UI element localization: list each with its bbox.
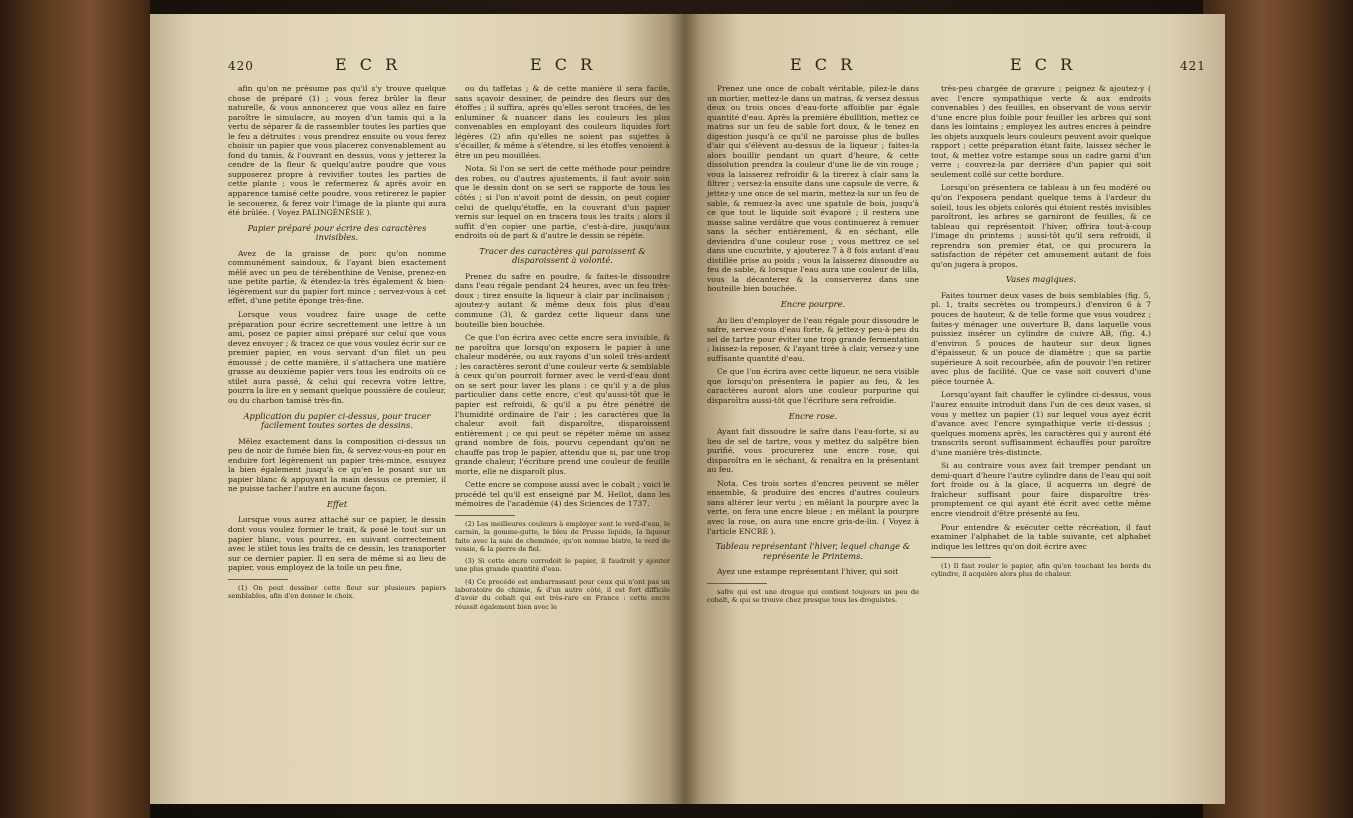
paragraph: Cette encre se compose aussi avec le cobalt ; voici le procédé tel qu'il est enseigné par M. Hellot, dans les mémoires de l'académie (4) des Sciences de 1737. <box>455 480 670 509</box>
footnote-rule <box>931 557 991 558</box>
paragraph: Nota. Si l'on se sert de cette méthode pour peindre des robes, ou d'autres ajustements, il faut avoir soin que le dessin dont on se sert se rapporte de tous les côtés ; si l'on n'avoit point de dessin, on peut copier celui de quelqu'étoffe, en la couvrant d'un papier vernis sur lequel on en tracera tous les traits ; alors il suffit d'en copier une partie, c'est-à-dire, jusqu'aux endroits où de part & d'autre le dessin se répète. <box>455 164 670 241</box>
running-head-right: E C R <box>1010 55 1077 74</box>
section-heading: Application du papier ci-dessus, pour tracer facilement toutes sortes de dessins. <box>243 410 431 431</box>
paragraph: très-peu chargée de gravure ; peignez & ajoutez-y ( avec l'encre sympathique verte & aux endroits convenables ) des feuilles, en observant de vous servir d'une encre plus foible pour feuiller les arbres qui sont dans les lointains ; employez les autres encres à peindre les objets auxquels leurs couleurs peuvent avoir quelque rapport ; cette préparation étant faite, laissez sécher le tout, & mettez votre estampe sous un cadre garni d'un verre ; couvrez-la par derrière d'un papier qui soit seulement collé sur cette bordure. <box>931 84 1151 179</box>
footnote: (3) Si cette encre corrodoit le papier, il faudroit y ajouter une plus grande quantité d'eau. <box>455 557 670 574</box>
paragraph: Lorsqu'on présentera ce tableau à un feu modéré ou qu'on l'exposera pendant quelque tems à l'ardeur du soleil, tous les objets colorés qui étoient restés invisibles paroîtront, les arbres se garniront de feuilles, & ce tableau qui représentoit l'hiver, offrira tout-à-coup l'image du printems ; aussi-tôt qu'il sera refroidi, il reprendra son premier état, ce qui procurera la satisfaction de répéter cet amusement autant de fois qu'on jugera à propos. <box>931 183 1151 269</box>
footnote: (1) Il faut rouler le papier, afin qu'en touchant les bords du cylindre, il acquière alors plus de chaleur. <box>931 562 1151 579</box>
paragraph: Lorsqu'ayant fait chauffer le cylindre ci-dessus, vous l'aurez ensuite introduit dans l'un de ces deux vases, si vous y mettez un papier (1) sur lequel vous ayez écrit d'avance avec l'encre sympathique verte ci-dessus ; quelques momens après, les caractères qui y auront été transcrits seront suffisamment échauffés pour paroître d'une manière très-distincte. <box>931 390 1151 457</box>
left-page-column-1 <box>228 84 446 604</box>
paragraph: Lorsque vous voudrez faire usage de cette préparation pour écrire secrettement une lettre à un ami, posez ce papier ainsi préparé sur celui que vous devez envoyer ; & tracez ce que vous voulez écrir sur ce premier papier, en vous servant d'un filet un peu émoussé ; de cette manière, il s'attachera une matière grasse au deuxième papier vers tous les endroits où ce stilet aura passé, & celui qui recevra votre lettre, pourra la lire en y semant quelque poussière de couleur, ou du charbon tamisé très-fin. <box>228 310 446 405</box>
running-head-right-center: E C R <box>790 55 857 74</box>
paragraph: Nota. Ces trois sortes d'encres peuvent se mêler ensemble, & produire des encres d'autres couleurs sans altérer leur vertu ; en mêlant la pourpre avec la verte, on fera une encre bleue ; en mêlant la pourpre avec la rose, on aura une encre gris-de-lin. ( Voyez à l'article ENCRE ). <box>707 478 919 536</box>
paragraph: Avez de la graisse de porc qu'on nomme communément saindoux, & l'ayant bien exactement mêlé avec un peu de térébenthine de Venise, prenez-en une petite partie, & étendez-la très également & bien-légèrement sur du papier fort mince ; servez-vous à cet effet, d'une petite éponge très-fine. <box>228 248 446 306</box>
footnote: (4) Ce procédé est embarrassant pour ceux qui n'ont pas un laboratoire de chimie, & d'un autre côté, il est fort difficile d'avoir du cobalt qui est très-rare en France : cette encre réussit également bien avec le <box>455 577 670 611</box>
paragraph: ou du taffetas ; & de cette manière il sera facile, sans sçavoir dessiner, de peindre des fleurs sur des étoffes ; il suffira, après qu'elles seront tracées, de les enluminer & nuancer dans les couleurs les plus convenables en employant des couleurs liquides fort légères (2) afin qu'elles ne soient pas sujettes à s'écailler, & même à s'étendre, si les étoffes venoient à être un peu mouillées. <box>455 84 670 160</box>
section-heading: Vases magiques. <box>1005 274 1077 285</box>
right-page <box>685 14 1225 804</box>
right-page-column-1 <box>707 84 919 608</box>
right-page-column-2 <box>931 84 1151 583</box>
paragraph: Prenez du safre en poudre, & faites-le dissoudre dans l'eau régale pendant 24 heures, avec un feu très-doux ; tirez ensuite la liqueur à clair par inclinaison ; ajoutez-y autant & même deux fois plus d'eau commune (3), & gardez cette liqueur dans une bouteille bien bouchée. <box>455 271 670 329</box>
book-cover-left <box>0 0 150 818</box>
running-head-left-center: E C R <box>530 55 597 74</box>
footnote: (1) On peut dessiner cette fleur sur plusieurs papiers semblables, afin d'en donner le choix. <box>228 583 446 600</box>
section-heading: Encre pourpre. <box>780 299 846 310</box>
book-cover-right <box>1203 0 1353 818</box>
paragraph: Ayant fait dissoudre le safre dans l'eau-forte, si au lieu de sel de tartre, vous y mettez du salpêtre bien purifié, vous procurerez une encre rose, qui disparoîtra en le séchant, & renaîtra en la présentant au feu. <box>707 427 919 475</box>
section-heading: Papier préparé pour écrire des caractères invisibles. <box>247 222 427 243</box>
paragraph: Faites tourner deux vases de bois semblables (fig. 5, pl. 1, traits secrètes ou trompeurs.) d'environ 6 à 7 pouces de hauteur, & de telle forme que vous voudrez ; faites-y ménager une ouverture B, dans laquelle vous puissiez insérer un cylindre de cuivre AB, (fig. 4.) d'environ 5 pouces de hauteur sur deux lignes d'épaisseur, & un pouce de diamètre ; que sa partie supérieure A soit recourbée, afin de pouvoir l'en retirer avec plus de facilité. Que ce vase soit couvert d'une pièce tournée A. <box>931 290 1151 386</box>
footnote-rule <box>228 579 288 580</box>
page-number-left: 420 <box>228 59 254 73</box>
paragraph: Ayez une estampe représentant l'hiver, qui soit <box>717 567 899 577</box>
paragraph: Lorsque vous aurez attaché sur ce papier, le dessin dont vous voulez former le trait, & posé le tout sur un papier blanc, vous pourrez, en suivant correctement avec le stilet tous les traits de ce dessin, les transporter sur ce dernier papier. Il en sera de même si au lieu de papier, vous employez de la toile un peu fine, <box>228 515 446 573</box>
paragraph: Prenez une once de cobalt véritable, pilez-le dans un mortier, mettez-le dans un matras, & versez dessus deux ou trois onces d'eau-forte affoiblie par égale quantité d'eau. Après la première ébullition, mettez ce matras sur un feu de sable fort doux, & le tenez en digestion jusqu'à ce qu'il ne paroisse plus de bulles d'air qui s'élèvent au-dessus de la liqueur ; faites-la alors bouillir pendant un quart d'heure, & cette dissolution prendra la couleur d'une lie de vin rouge ; vous la laisserez refroidir & la tirerez à clair sans la filtrer ; versez-la ensuite dans une capsule de verre, & jettez-y une once de sel marin, mettez-la sur un feu de sable, & remuez-la avec une spatule de bois, jusqu'à ce que tout le liquide soit évaporé ; il restera une masse saline verdâtre que vous continuerez à remuer sans la sécher entièrement, & en séchant, elle deviendra d'une couleur rose ; vous mettrez ce sel dans une cucurbite, y ajouterez 7 à 8 fois autant d'eau distillée prise au poids ; vous la laisserez dissoudre au feu de sable, & lorsque l'eau aura une couleur de lilla, vous la décanterez & la conserverez dans une bouteille bien bouchée. <box>707 84 919 294</box>
footnote-rule <box>707 583 767 584</box>
paragraph: Pour entendre & exécuter cette récréation, il faut examiner l'alphabet de la table suivante, cet alphabet indique les lettres qu'on doit écrire avec <box>931 522 1151 551</box>
footnote: safre qui est une drogue qui contient toujours un peu de cobalt, & qui se trouve chez presque tous les droguistes. <box>707 587 919 604</box>
left-page <box>150 14 685 804</box>
section-heading: Effet <box>326 498 348 509</box>
section-heading: Encre rose. <box>788 410 838 421</box>
section-heading: Tableau représentant l'hiver, lequel change & représente le Printems. <box>715 541 911 561</box>
left-page-column-2 <box>455 84 670 615</box>
paragraph: Mêlez exactement dans la composition ci-dessus un peu de noir de fumée bien fin, & servez-vous-en pour en enduire fort légèrement un papier très-mince, essuyez la bien également jusqu'à ce qu'en le posant sur un papier blanc & appuyant la main dessus ce premier, il ne puisse tacher l'autre en aucune façon. <box>228 436 446 494</box>
running-head-left: E C R <box>335 55 402 74</box>
section-heading: Tracer des caractères qui paroissent & disparoissent à volonté. <box>479 245 646 266</box>
paragraph: Ce que l'on écrira avec cette liqueur, ne sera visible que lorsqu'on présentera le papier au feu, & les caractères auront alors une couleur purpurine qui disparoîtra aussi-tôt que l'écriture sera refroidie. <box>707 367 919 405</box>
footnote: (2) Les meilleures couleurs à employer sont le verd-d'eau, le carmin, la gomme-gutte, le bleu de Prusse liquide, la liqueur faite avec la suie de cheminée, qu'on nomme bistre, le verd de vessie, & la pierre de fiel. <box>455 519 670 553</box>
paragraph: Ce que l'on écrira avec cette encre sera invisible, & ne paroîtra que lorsqu'on exposera le papier à une chaleur modérée, ou aux rayons d'un soleil très-ardent ; les caractères seront d'une couleur verte & semblable à ceux qu'on pourroit former avec le verd-d'eau dont on se sert pour laver les plans : ce qu'il y a de plus particulier dans cette encre, c'est qu'aussi-tôt que le papier est refroidi, & qu'il a pu être pénétré de l'humidité ordinaire de l'air ; les caractères que la chaleur avoit fait disparoître, disparoissent entièrement ; ce qui peut se répéter même un assez grand nombre de fois, pourvu cependant qu'on ne chauffe pas trop le papier, attendu que si, par une trop grande chaleur, l'écriture prend une couleur de feuille morte, elle ne disparoît plus. <box>455 333 670 476</box>
footnote-rule <box>455 515 515 516</box>
page-number-right: 421 <box>1180 59 1206 73</box>
paragraph: Si au contraire vous avez fait tremper pendant un demi-quart d'heure l'autre cylindre dans de l'eau qui soit fort froide ou à la glace, il acquerra un degré de fraîcheur suffisant pour faire disparoître très-promptement ce qui ayant été écrit avec cette même encre viendroit d'être présenté au feu. <box>931 461 1151 518</box>
paragraph: afin qu'on ne présume pas qu'il s'y trouve quelque chose de préparé (1) ; vous ferez brûler la fleur naturelle, & vous annoncerez que vous allez en faire paroître le simulacre, au moyen d'un tamis qui a la vertu de séparer & de rassembler toutes les parties que le feu a détruites : vous prendrez ensuite ou vous ferez choisir un papier que vous placerez convenablement au fond du tamis, & l'ouvrant en dessus, vous y jetterez la cendre de la fleur & quelqu'autre poudre que vous supposerez propre à revivifier toutes les parties de cette plante ; vous le refermerez & après avoir en apparence tamisé cette poudre, vous retirerez le papier le secouerez, & ferez voir l'image de la plante qui aura été brûlée. ( Voyez PALINGÉNÉSIE ). <box>228 84 446 218</box>
paragraph: Au lieu d'employer de l'eau régale pour dissoudre le safre, servez-vous d'eau forte, & jettez-y peu-à-peu du sel de tartre pour éviter une trop grande fermentation ; laissez-la reposer, & l'ayant tirée à clair, versez-y une suffisante quantité d'eau. <box>707 315 919 363</box>
